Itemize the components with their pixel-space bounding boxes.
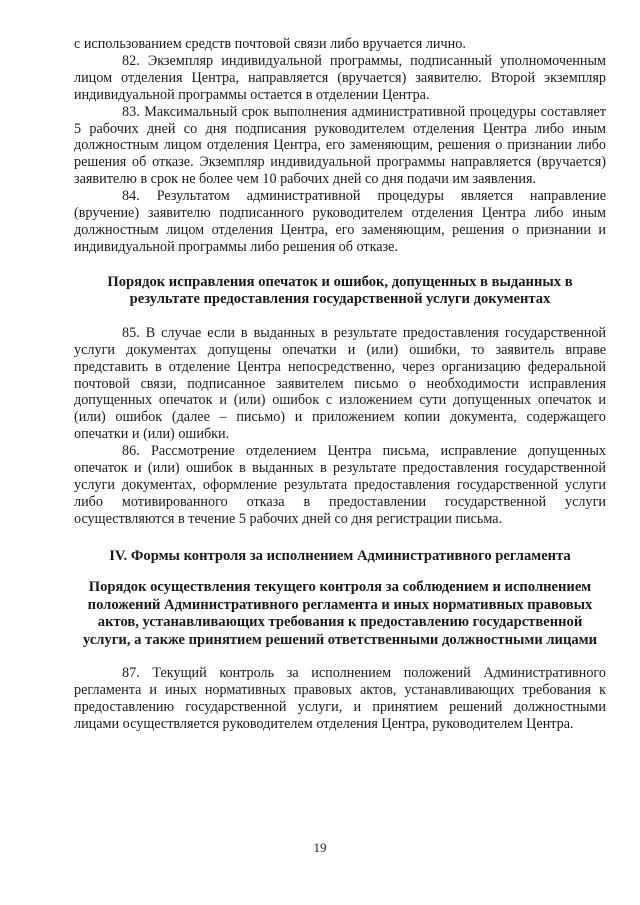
paragraph-85: 85. В случае если в выданных в результате предоставления государственной услуги документах допущены опечатки и (или) ошибки, то заявитель вправе представить в отделение Центра непосредственно, через организацию федеральной почтовой связи, подписанное заявителем письмо о необходимости исправления допущенных опечаток и (или) ошибок с изложением сути допущенных опечаток и (или) ошибок (далее – письмо) и приложением копии документа, содержащего опечатки и (или) ошибки. [74,324,606,443]
paragraph-83: 83. Максимальный срок выполнения административной процедуры составляет 5 рабочих дней со дня подписания руководителем отделения Центра либо иным должностным лицом отделения Центра, его заменяющим, решения о признании либо решения об отказе. Экземпляр индивидуальной программы направляется (вручается) заявителю в срок не более чем 10 рабочих дней со дня подачи им заявления. [74,103,606,188]
paragraph-82: 82. Экземпляр индивидуальной программы, подписанный уполномоченным лицом отделения Центра, направляется (вручается) заявителю. Второй экземпляр индивидуальной программы остается в отделении Центра. [74,52,606,103]
paragraph-87: 87. Текущий контроль за исполнением положений Административного регламента и иных нормативных правовых актов, устанавливающих требования к предоставлению государственной услуги, и принятием решений должностными лицами осуществляется руководителем отделения Центра, руководителем Центра. [74,665,606,732]
heading-section-iv: IV. Формы контроля за исполнением Административного регламента [109,547,571,564]
paragraph-86: 86. Рассмотрение отделением Центра письма, исправление допущенных опечаток и (или) ошибок в выданных в результате предоставления государственной услуги документах, оформление результата предоставления государственной услуги либо мотивированного отказа в предоставлении государственной услуги осуществляются в течение 5 рабочих дней со дня регистрации письма. [74,443,606,527]
heading-errors-correction: Порядок исправления опечаток и ошибок, допущенных в выданных в результате предоставления государственной услуги документах [107,273,573,308]
paragraph-84: 84. Результатом административной процедуры является направление (вручение) заявителю подписанного руководителем отделения Центра либо иным должностным лицом отделения Центра, его заменяющим, решения о признании и индивидуальной программы либо решения об отказе. [74,188,606,255]
document-body [74,36,606,733]
page-number: 19 [313,840,327,855]
heading-current-control: Порядок осуществления текущего контроля за соблюдением и исполнением положений Административного регламента и иных нормативных правовых актов, устанавливающих требования к предоставлению государственной услуги, а также принятием решений ответственными должностными лицами [82,579,598,648]
paragraph-81-continuation: с использованием средств почтовой связи либо вручается лично. [74,36,466,52]
